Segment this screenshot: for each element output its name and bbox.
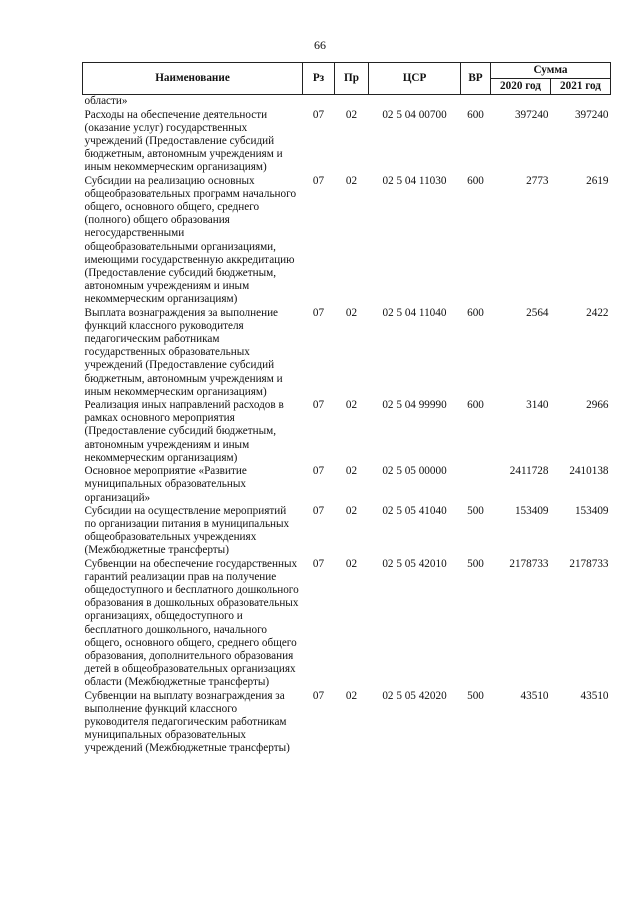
row-pr: 02 [345, 504, 358, 517]
row-sum-2021: 2178733 [569, 557, 609, 570]
row-sum-2021: 2422 [586, 306, 609, 319]
row-vr: 500 [467, 557, 484, 570]
header-pr: Пр [335, 63, 369, 95]
row-vr: 600 [467, 108, 484, 121]
row-csr: 02 5 04 99990 [382, 399, 447, 412]
table-row [83, 175, 611, 307]
row-pr: 02 [345, 108, 358, 121]
row-pr: 02 [345, 306, 358, 319]
table-body [83, 95, 611, 756]
row-csr: 02 5 04 11030 [382, 174, 447, 187]
row-name: Основное мероприятие «Развитие муниципальных образовательных организаций» [84, 465, 247, 504]
row-vr: 500 [467, 689, 484, 702]
table-header [83, 63, 611, 95]
header-sum: Сумма [491, 63, 611, 79]
row-sum-2021: 153409 [574, 504, 609, 517]
row-pr: 02 [345, 557, 358, 570]
row-sum-2020: 2564 [526, 306, 549, 319]
header-year-2020: 2020 год [491, 79, 551, 95]
row-sum-2021: 43510 [580, 689, 609, 702]
row-pr: 02 [345, 465, 358, 478]
table-row [83, 465, 611, 505]
row-name: Расходы на обеспечение деятельности (оказание услуг) государственных учреждений (Предоставление субсидий бюджетным, автономным учреждениям и иным некоммерческим организациям) [84, 108, 283, 174]
table-row [83, 505, 611, 558]
row-rz: 07 [312, 504, 325, 517]
header-vr: ВР [461, 63, 491, 95]
row-csr: 02 5 05 42020 [382, 689, 447, 702]
row-rz: 07 [312, 399, 325, 412]
row-sum-2020: 3140 [526, 399, 549, 412]
row-name: Субвенции на обеспечение государственных гарантий реализации прав на получение общедоступного и бесплатного дошкольного образования в дошкольных образовательных организациях, общедоступного и бесплатного дошкольного, начального общего, основного общего, среднего общего образования, дополнительного образования детей в общеобразовательных организациях области (Межбюджетные трансферты) [84, 557, 299, 689]
row-rz: 07 [312, 306, 325, 319]
row-vr: 600 [467, 399, 484, 412]
row-csr: 02 5 05 42010 [382, 557, 447, 570]
table-row [83, 558, 611, 690]
row-vr [461, 465, 491, 505]
row-sum-2021: 2966 [586, 399, 609, 412]
continuation-row [83, 95, 611, 109]
budget-table [82, 62, 611, 756]
row-name: Субсидии на осуществление мероприятий по организации питания в муниципальных общеобразовательных учреждениях (Межбюджетные трансферты) [84, 504, 290, 557]
table-row [83, 307, 611, 399]
row-sum-2020: 397240 [514, 108, 549, 121]
continuation-text: области» [84, 95, 128, 108]
row-rz: 07 [312, 108, 325, 121]
row-sum-2020: 43510 [520, 689, 549, 702]
row-vr: 500 [467, 504, 484, 517]
row-sum-2021: 2410138 [569, 465, 609, 478]
header-csr: ЦСР [369, 63, 461, 95]
row-rz: 07 [312, 689, 325, 702]
row-sum-2021: 397240 [574, 108, 609, 121]
header-year-2021: 2021 год [551, 79, 611, 95]
row-vr: 600 [467, 306, 484, 319]
row-name: Реализация иных направлений расходов в рамках основного мероприятия (Предоставление субсидий бюджетным, автономным учреждениям и иным некоммерческим организациям) [84, 399, 284, 464]
table-row [83, 399, 611, 465]
row-name: Субсидии на реализацию основных общеобразовательных программ начального общего, основного общего, среднего (полного) общего образования негосударственными общеобразовательными организациями, имеющими государственную аккредитацию (Предоставление субсидий бюджетным, автономным учреждениям и иным некоммерческим организациям) [84, 174, 297, 306]
row-rz: 07 [312, 557, 325, 570]
row-pr: 02 [345, 689, 358, 702]
row-sum-2020: 2411728 [509, 465, 549, 478]
header-name: Наименование [83, 63, 303, 95]
row-rz: 07 [312, 174, 325, 187]
row-rz: 07 [312, 465, 325, 478]
table-row [83, 690, 611, 756]
header-rz: Рз [303, 63, 335, 95]
row-csr: 02 5 05 00000 [382, 465, 447, 478]
row-vr: 600 [467, 174, 484, 187]
row-name: Выплата вознаграждения за выполнение функций классного руководителя педагогическим работникам государственных образовательных учреждений (Предоставление субсидий бюджетным, автономным учреждениям и иным некоммерческим организациям) [84, 306, 283, 398]
row-sum-2021: 2619 [586, 174, 609, 187]
row-pr: 02 [345, 399, 358, 412]
row-name: Субвенции на выплату вознаграждения за выполнение функций классного руководителя педагогическим работникам муниципальных образовательных учреждений (Межбюджетные трансферты) [84, 689, 290, 755]
row-sum-2020: 2773 [526, 174, 549, 187]
row-pr: 02 [345, 174, 358, 187]
row-csr: 02 5 04 11040 [382, 306, 447, 319]
row-sum-2020: 2178733 [509, 557, 549, 570]
row-csr: 02 5 05 41040 [382, 504, 447, 517]
row-csr: 02 5 04 00700 [382, 108, 447, 121]
page-number: 66 [314, 38, 326, 52]
table-row [83, 109, 611, 175]
row-sum-2020: 153409 [514, 504, 549, 517]
